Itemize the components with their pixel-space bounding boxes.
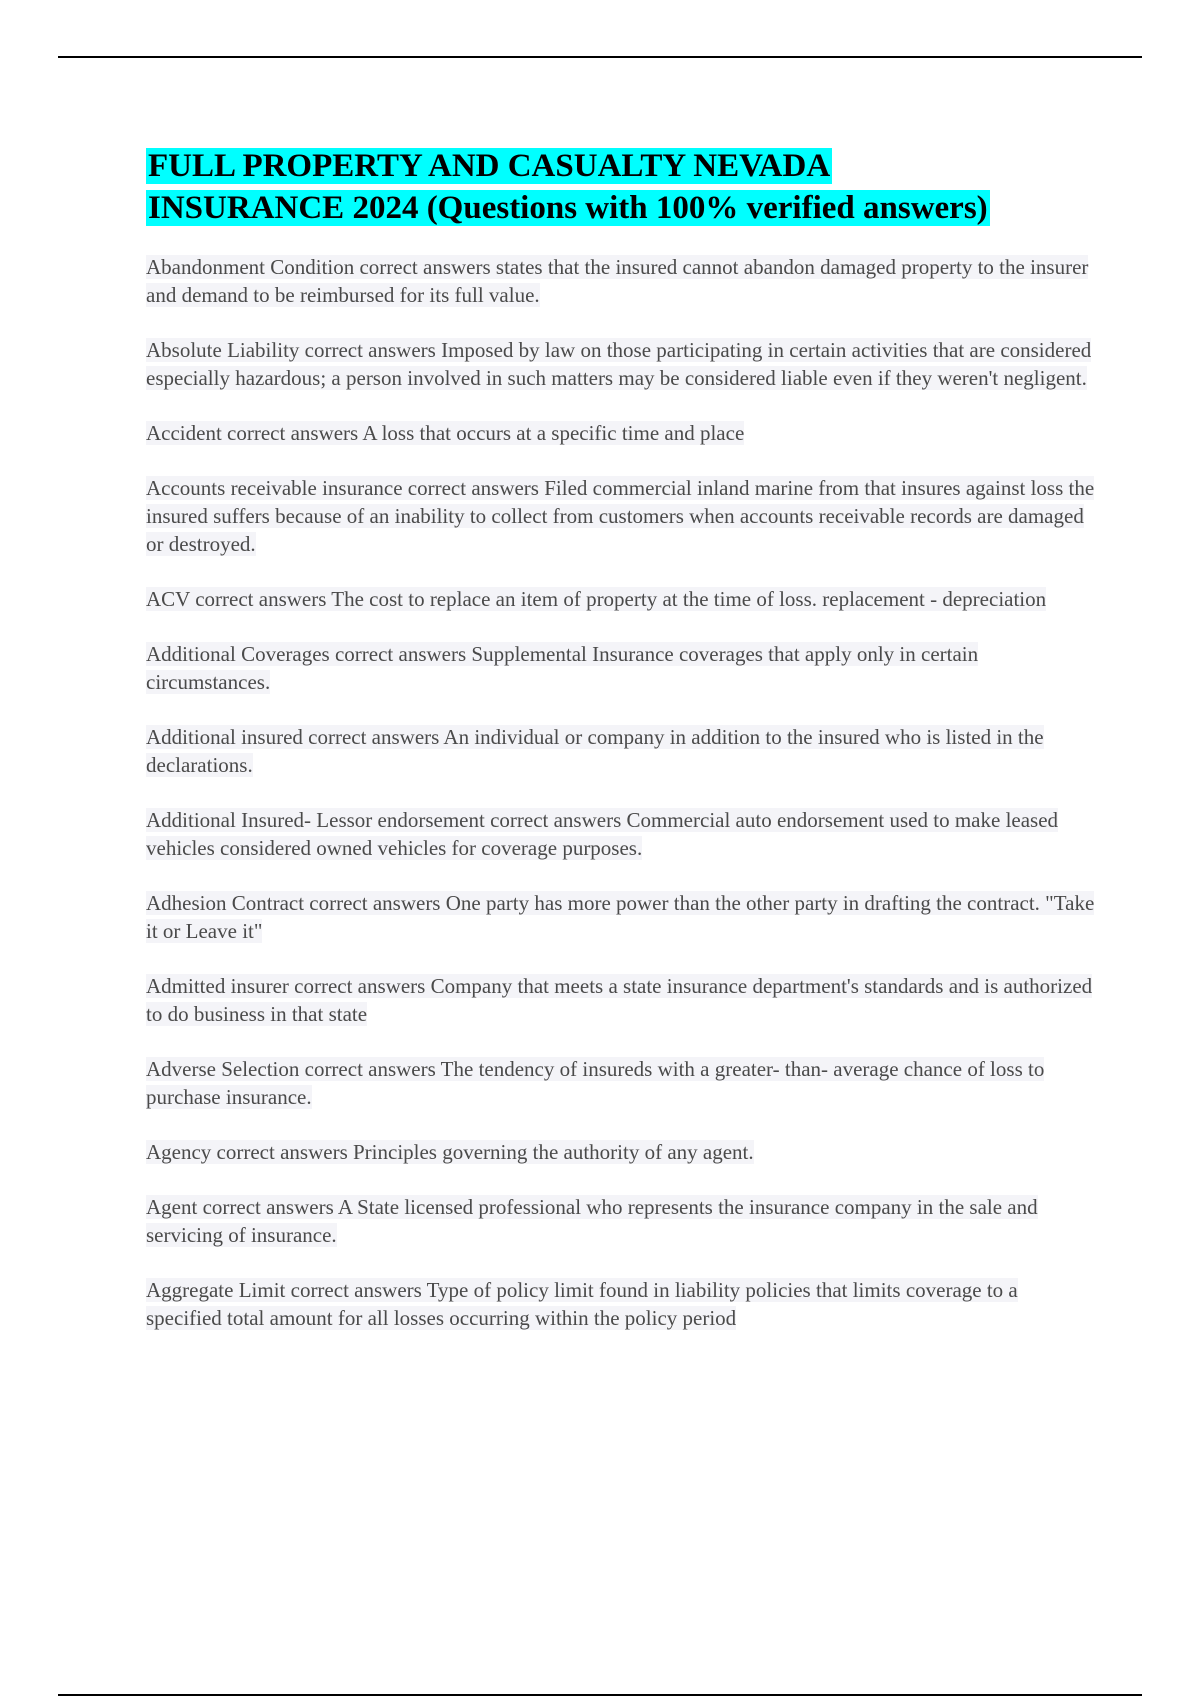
definition-entry [146,1055,1096,1111]
definition-text: Additional Insured- Lessor endorsement correct answers Commercial auto endorsement used to make leased vehicles considered owned vehicles for coverage purposes. [146,808,1059,860]
definition-text: Accounts receivable insurance correct answers Filed commercial inland marine from that insures against loss the insured suffers because of an inability to collect from customers when accounts receivable records are damaged or destroyed. [146,476,1095,556]
definition-text: Accident correct answers A loss that occurs at a specific time and place [146,421,745,445]
definition-list [146,253,1096,1332]
definition-entry [146,723,1096,779]
definition-text: Admitted insurer correct answers Company that meets a state insurance department's standards and is authorized to do business in that state [146,974,1093,1026]
definition-text: Abandonment Condition correct answers states that the insured cannot abandon damaged property to the insurer and demand to be reimbursed for its full value. [146,255,1089,307]
definition-entry [146,806,1096,862]
definition-text: Aggregate Limit correct answers Type of policy limit found in liability policies that limits coverage to a specified total amount for all losses occurring within the policy period [146,1278,1018,1330]
bottom-rule [58,1694,1142,1696]
definition-text: Adverse Selection correct answers The tendency of insureds with a greater- than- average chance of loss to purchase insurance. [146,1057,1045,1109]
document-title [146,145,1096,229]
title-line-1: FULL PROPERTY AND CASUALTY NEVADA [148,148,831,184]
document-body [146,145,1096,1359]
definition-entry [146,336,1096,392]
definition-text: Adhesion Contract correct answers One party has more power than the other party in drafting the contract. "Take it or Leave it" [146,891,1095,943]
definition-entry [146,1276,1096,1332]
definition-entry [146,585,1096,613]
definition-text: ACV correct answers The cost to replace an item of property at the time of loss. replacement - depreciation [146,587,1047,611]
definition-entry [146,889,1096,945]
definition-text: Agency correct answers Principles governing the authority of any agent. [146,1140,754,1164]
definition-text: Additional insured correct answers An individual or company in addition to the insured who is listed in the declarations. [146,725,1044,777]
definition-text: Absolute Liability correct answers Imposed by law on those participating in certain activities that are considered especially hazardous; a person involved in such matters may be considered liable even if they weren't negligent. [146,338,1092,390]
definition-text: Additional Coverages correct answers Supplemental Insurance coverages that apply only in certain circumstances. [146,642,979,694]
definition-entry [146,253,1096,309]
definition-entry [146,474,1096,558]
title-line-2: INSURANCE 2024 (Questions with 100% verified answers) [148,190,988,226]
definition-entry [146,1193,1096,1249]
definition-entry [146,640,1096,696]
definition-entry [146,1138,1096,1166]
definition-text: Agent correct answers A State licensed professional who represents the insurance company in the sale and servicing of insurance. [146,1195,1038,1247]
definition-entry [146,419,1096,447]
definition-entry [146,972,1096,1028]
top-rule [58,56,1142,58]
